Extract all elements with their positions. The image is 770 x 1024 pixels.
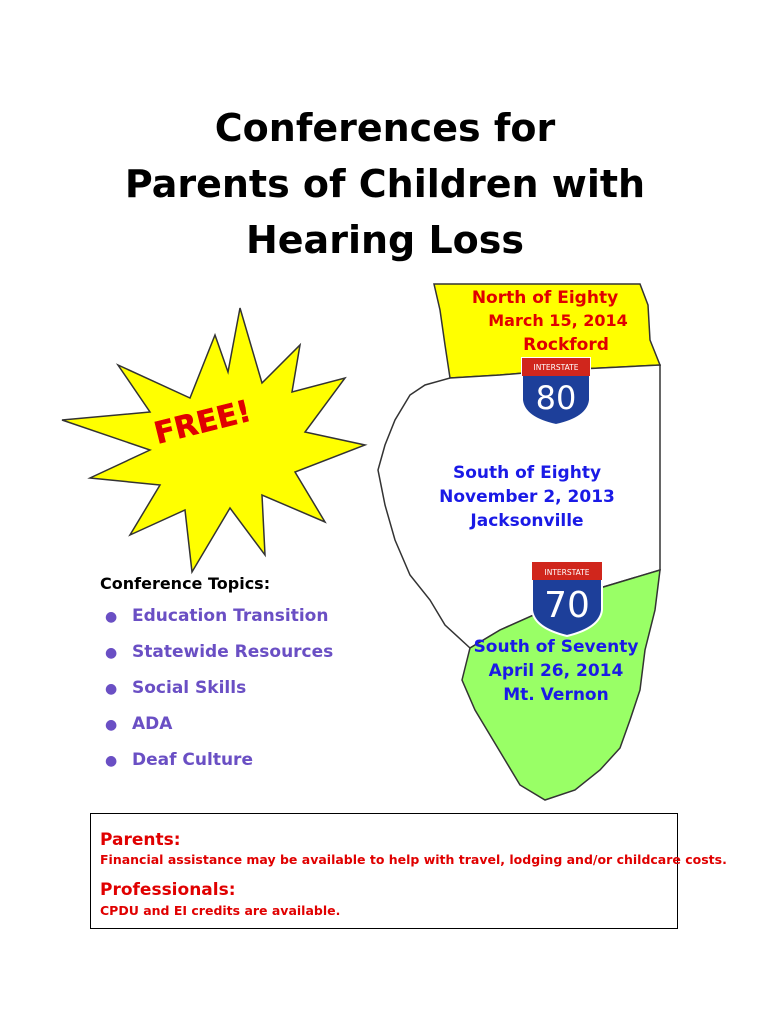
parents-heading: Parents: — [100, 830, 181, 850]
i80-header: INTERSTATE — [533, 363, 579, 372]
topic-label: Deaf Culture — [132, 750, 253, 770]
parents-text: Financial assistance may be available to help with travel, lodging and/or childcare costs. — [100, 852, 727, 867]
bullet-icon: ● — [105, 645, 118, 661]
info-box — [90, 813, 727, 929]
south-region-city: Mt. Vernon — [503, 685, 609, 705]
title-line-3: Hearing Loss — [245, 218, 525, 262]
title-line-2: Parents of Children with — [124, 162, 646, 206]
free-label: FREE! — [150, 393, 255, 452]
topic-label: Education Transition — [132, 606, 329, 626]
bullet-icon: ● — [105, 681, 118, 697]
list-item — [105, 606, 333, 642]
topic-label: ADA — [132, 714, 173, 734]
middle-region-name: South of Eighty — [452, 463, 602, 483]
topic-label: Statewide Resources — [132, 642, 334, 662]
north-region-name: North of Eighty — [471, 288, 619, 308]
north-region-date: March 15, 2014 — [488, 311, 628, 330]
south-region-name: South of Seventy — [473, 637, 639, 657]
bullet-icon: ● — [105, 753, 118, 769]
list-item — [105, 714, 333, 750]
list-item — [105, 678, 333, 714]
bullet-icon: ● — [105, 717, 118, 733]
middle-region-date: November 2, 2013 — [439, 487, 615, 507]
professionals-heading: Professionals: — [100, 880, 236, 900]
north-region-city: Rockford — [523, 335, 609, 355]
i80-number: 80 — [535, 379, 577, 417]
i70-header: INTERSTATE — [544, 568, 590, 577]
interstate-70-shield — [532, 562, 602, 636]
topics-list — [105, 606, 333, 786]
bullet-icon: ● — [105, 609, 118, 625]
professionals-text: CPDU and EI credits are available. — [100, 903, 341, 918]
starburst-shape — [62, 308, 365, 572]
list-item — [105, 642, 333, 678]
title-line-1: Conferences for — [214, 106, 556, 150]
i70-number: 70 — [544, 585, 590, 626]
list-item — [105, 750, 333, 786]
south-region-date: April 26, 2014 — [488, 661, 624, 681]
middle-region-city: Jacksonville — [470, 511, 584, 531]
topics-heading: Conference Topics: — [100, 574, 271, 593]
interstate-80-shield — [522, 358, 590, 425]
topic-label: Social Skills — [132, 678, 247, 698]
